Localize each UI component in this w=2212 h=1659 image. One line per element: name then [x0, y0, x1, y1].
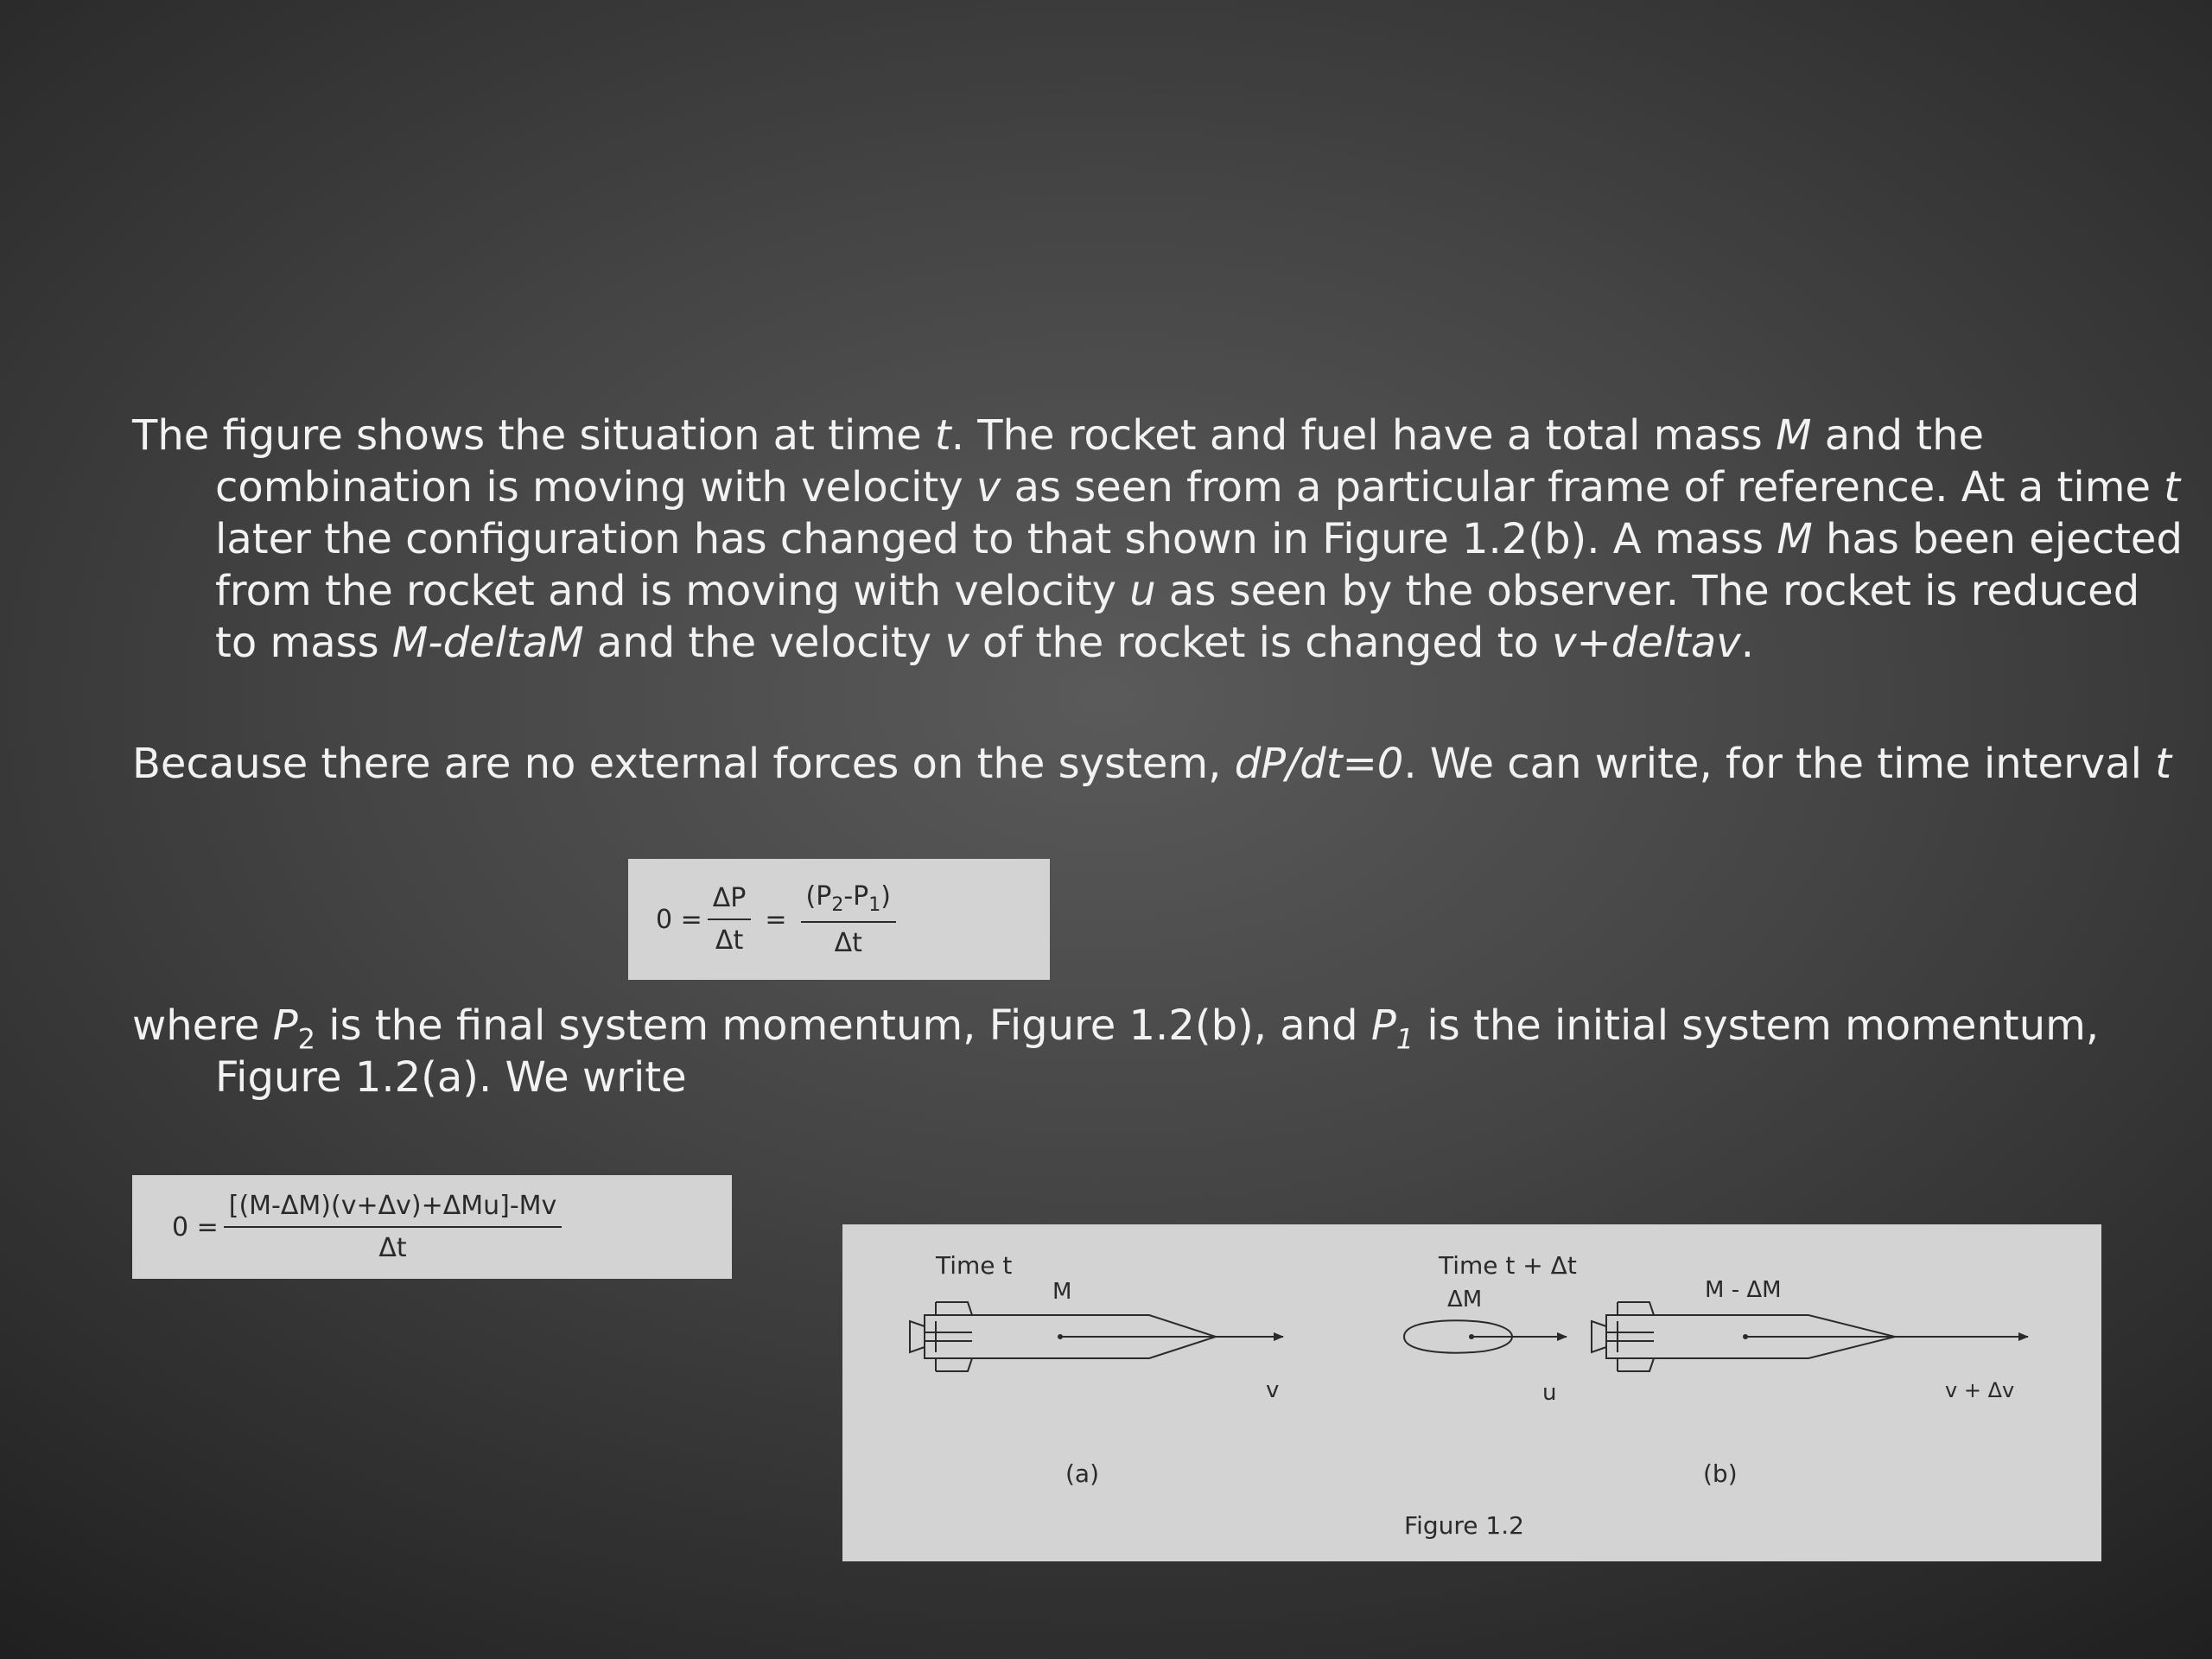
rocket-a-center-dot	[1058, 1334, 1063, 1339]
fig-ejected-mass: ΔM	[1447, 1287, 1483, 1313]
fig-left-title: Time t	[936, 1251, 1013, 1280]
paragraph-rocket-description: The figure shows the situation at time t. The rocket and fuel have a total mass M and the combination is moving with velocity v as seen from a particular frame of reference. At a time t later the configuration has changed to that shown in Figure 1.2(b). A mass M has been ejected from the rocket and is moving with velocity u as seen by the observer. The rocket is reduced to mass M-deltaM and the velocity v of the rocket is changed to v+deltav.	[132, 411, 2183, 667]
eq2-lhs: 0 =	[172, 1211, 219, 1243]
fig-mass-b: M - ΔM	[1705, 1277, 1782, 1303]
fig-ejected-velocity: u	[1542, 1380, 1557, 1406]
eq1-lhs: 0 =	[656, 904, 702, 935]
eq1-fraction-delta-p: $\frac{\Delta P}{\Delta t}$	[708, 883, 752, 956]
paragraph-no-external-forces: Because there are no external forces on the system, dP/dt=0. We can write, for the time interval t	[132, 740, 2172, 788]
fig-caption: Figure 1.2	[1404, 1511, 1524, 1540]
eq2-fraction: $\frac{\text{[(M-ΔM)(v+Δv)+ΔMu]-Mv}}{\Delta t}$	[224, 1191, 563, 1263]
paragraph-momentum-definitions: where $P_2$ is the final system momentum, Figure 1.2(b), and $P_1$ is the initial system momentum, Figure 1.2(a). We write	[132, 1001, 2100, 1102]
fig-right-title: Time t + Δt	[1439, 1251, 1577, 1280]
fig-velocity-a: v	[1266, 1377, 1280, 1403]
fig-velocity-b: v + Δv	[1945, 1378, 2015, 1402]
rocket-b-center-dot	[1743, 1334, 1748, 1339]
fig-mass-a: M	[1052, 1279, 1072, 1305]
equation-momentum-rate	[628, 859, 1050, 980]
eq1-equals: =	[765, 904, 787, 935]
figure-1-2-rocket-diagram	[842, 1224, 2101, 1561]
fig-label-b: (b)	[1703, 1459, 1738, 1488]
eq1-fraction-p2-p1: $\frac{(P_2-P_1)}{\Delta t}$	[801, 881, 896, 958]
fig-label-a: (a)	[1065, 1459, 1100, 1488]
equation-momentum-expanded	[132, 1175, 732, 1279]
